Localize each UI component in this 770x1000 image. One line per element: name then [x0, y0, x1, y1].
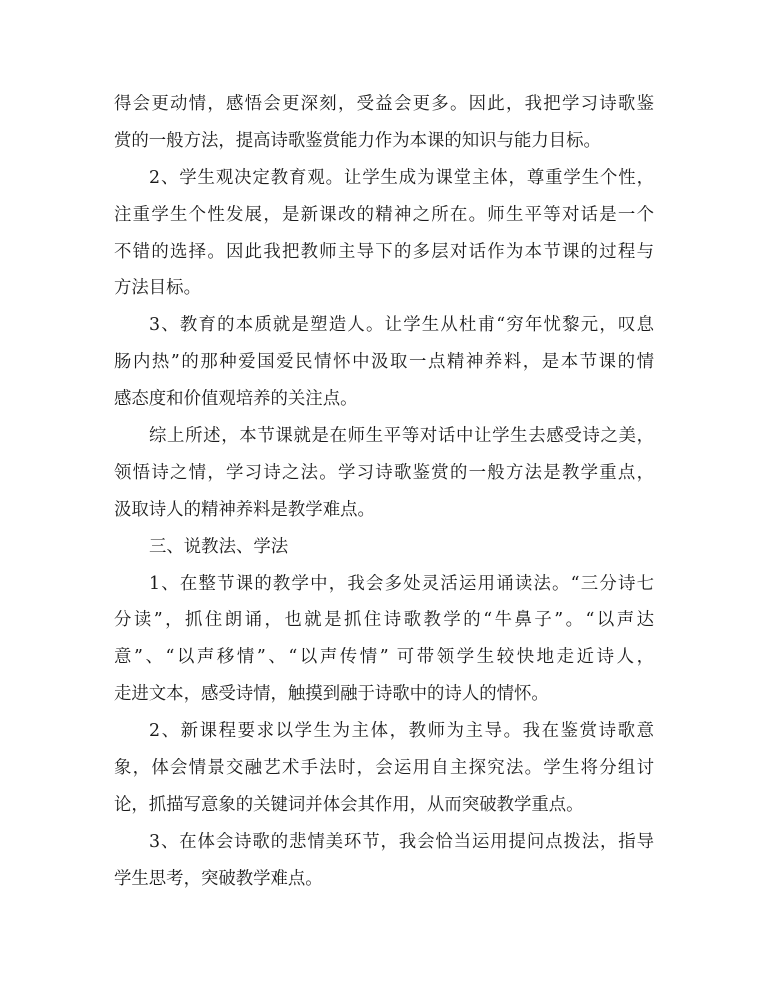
text-line: 3、教育的本质就是塑造人。让学生从杜甫“穷年忧黎元，叹息 — [149, 315, 654, 336]
text-line: 不错的选择。因此我把教师主导下的多层对话作为本节课的过程与 — [114, 241, 654, 262]
text-line: 方法目标。 — [114, 278, 201, 299]
text-line: 2、学生观决定教育观。让学生成为课堂主体，尊重学生个性， — [149, 167, 654, 188]
text-line: 论，抓描写意象的关键词并体会其作用，从而突破教学重点。 — [114, 794, 584, 815]
text-line: 象，体会情景交融艺术手法时，会运用自主探究法。学生将分组讨 — [114, 758, 654, 779]
text-line: 肠内热”的那种爱国爱民情怀中汲取一点精神养料，是本节课的情 — [114, 352, 654, 373]
text-line: 感态度和价值观培养的关注点。 — [114, 389, 358, 410]
text-line: 2、新课程要求以学生为主体，教师为主导。我在鉴赏诗歌意 — [149, 721, 654, 742]
text-line: 汲取诗人的精神养料是教学难点。 — [114, 499, 375, 520]
section-heading: 三、说教法、学法 — [149, 536, 289, 557]
text-line: 领悟诗之情，学习诗之法。学习诗歌鉴赏的一般方法是教学重点， — [114, 462, 654, 483]
text-line: 分读”，抓住朗诵，也就是抓住诗歌教学的“牛鼻子”。“以声达 — [114, 610, 654, 631]
text-line: 得会更动情，感悟会更深刻，受益会更多。因此，我把学习诗歌鉴 — [114, 94, 654, 114]
text-line: 赏的一般方法，提高诗歌鉴赏能力作为本课的知识与能力目标。 — [114, 130, 601, 151]
text-line: 3、在体会诗歌的悲情美环节，我会恰当运用提问点拨法，指导 — [149, 831, 654, 852]
text-line: 注重学生个性发展，是新课改的精神之所在。师生平等对话是一个 — [114, 204, 654, 225]
text-line: 1、在整节课的教学中，我会多处灵活运用诵读法。“三分诗七 — [149, 573, 654, 594]
text-line: 综上所述，本节课就是在师生平等对话中让学生去感受诗之美， — [149, 426, 654, 447]
document-page — [114, 86, 654, 898]
text-line: 走进文本，感受诗情，触摸到融于诗歌中的诗人的情怀。 — [114, 684, 549, 705]
text-line: 学生思考，突破教学难点。 — [114, 868, 323, 889]
text-line: 意”、“以声移情”、“以声传情” 可带领学生较快地走近诗人， — [114, 647, 654, 668]
